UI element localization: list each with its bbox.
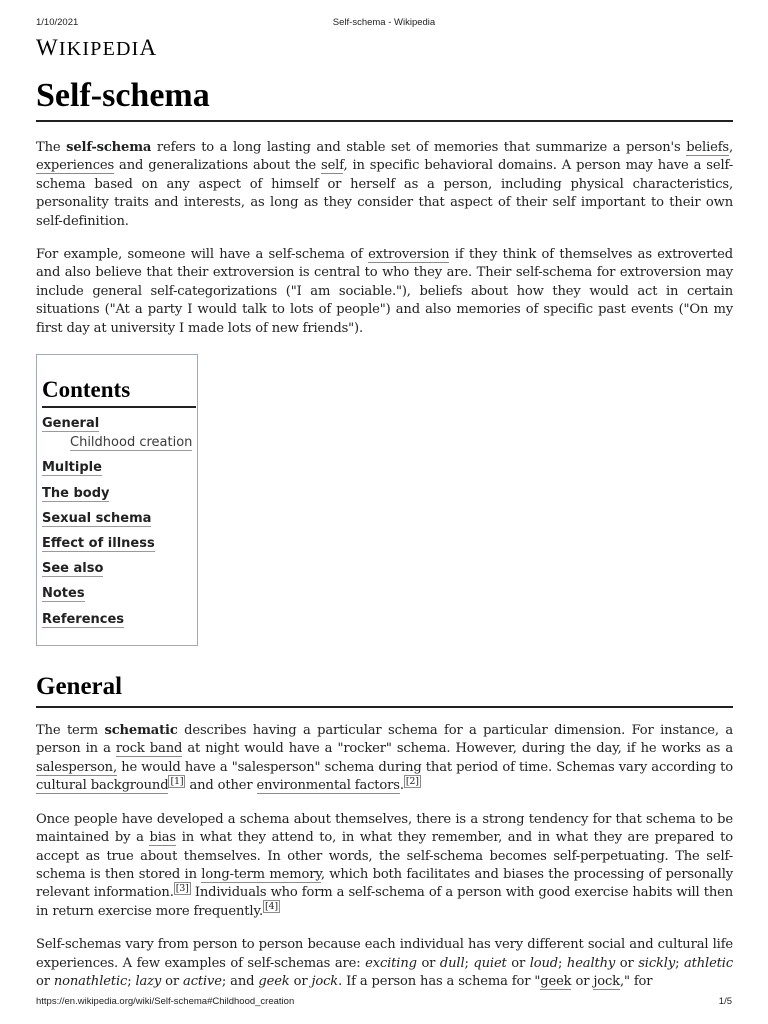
link-environmental-factors[interactable]: environmental factors [256,778,400,794]
link-experiences[interactable]: experiences [36,158,115,174]
link-salesperson[interactable]: salesperson, [36,759,117,775]
general-paragraph-2: Once people have developed a schema about themselves, there is a strong tendency for that schema to be maintained by a bias in what they attend to, in what they remember, and in what they are prepared to accept as true about themselves. In other words, the self-schema becomes self-perpetuating. The self-schema is then stored in long-term memory, which both facilitates and biases the processing of personally relevant information. [3] Individuals who form a self-schema of a person with good exercise habits will then in return exercise more frequently. [4] [36,811,733,919]
toc-item-notes[interactable]: Notes [42,586,85,602]
wordmark-final: A [139,35,158,60]
toc-item-general[interactable]: General [42,416,100,432]
citation-2[interactable]: [2] [405,775,419,787]
print-header [36,17,732,31]
toc-title: Contents [42,377,196,408]
link-jock[interactable]: jock [593,973,620,989]
link-rock-band[interactable]: rock band [115,741,183,757]
toc-item-references[interactable]: References [42,611,125,627]
print-date: 1/10/2021 [36,17,79,28]
link-long-term-memory[interactable]: long-term memory [201,866,321,882]
intro-paragraph-2: For example, someone will have a self-schema of extroversion if they think of themselves as extroverted and also believe that their extroversion is central to who they are. Their self-schema for extroversion may include general self-categorizations ("I am sociable."), beliefs about how they would act in certain situations ("At a party I would talk to lots of people") and also memories of specific past events ("On my first day at university I made lots of new friends"). [36,247,733,336]
wikipedia-wordmark[interactable] [36,35,157,61]
print-document-title: Self-schema - Wikipedia [332,17,436,28]
bold-term: schematic [104,723,178,739]
citation-3[interactable]: [3] [175,882,189,894]
link-extroversion[interactable]: extroversion [368,247,450,263]
toc-item-sexual-schema[interactable]: Sexual schema [42,510,152,526]
bold-term: self-schema [66,140,152,155]
toc-item-see-also[interactable]: See also [42,561,104,577]
article-content [36,76,733,991]
link-bias[interactable]: bias [149,830,176,846]
link-self[interactable]: self [321,158,344,174]
intro-paragraph-1: The self-schema refers to a long lasting and stable set of memories that summarize a person's beliefs, experiences and generalizations about the self, in specific behavioral domains. A person may have a self-schema based on any aspect of himself or herself as a person, including physical characteristics, personality traits and interests, as long as they consider that aspect of their self important to their own self-definition. [36,140,733,229]
toc-item-childhood-creation[interactable]: Childhood creation [70,435,193,451]
link-cultural-background[interactable]: cultural background [36,778,169,794]
general-paragraph-1: The term schematic describes having a particular schema for a particular dimension. For instance, a person in a rock band at night would have a "rocker" schema. However, during the day, if he works as a salesperson, he would have a "salesperson" schema during that period of time. Schemas vary according to cultural background [1] and other environmental factors. [2] [36,723,733,794]
toc-item-the-body[interactable]: The body [42,485,110,501]
citation-1[interactable]: [1] [170,775,184,787]
toc-item-multiple[interactable]: Multiple [42,460,102,476]
table-of-contents [36,354,198,646]
print-footer [36,996,732,1010]
toc-item-effect-of-illness[interactable]: Effect of illness [42,536,155,551]
print-url: https://en.wikipedia.org/wiki/Self-schema#Childhood_creation [36,996,295,1007]
page-number: 1/5 [718,996,732,1007]
link-beliefs[interactable]: beliefs [686,140,729,155]
general-paragraph-3: Self-schemas vary from person to person because each individual has very different social and cultural life experiences. A few examples of self-schemas are: exciting or dull; quiet or loud; healthy or sickly; athletic or nonathletic; lazy or active; and geek or jock. If a person has a schema for "geek or jock," for [36,937,734,989]
section-heading-general: General [36,672,733,708]
link-geek[interactable]: geek [540,973,572,989]
citation-4[interactable]: [4] [264,901,278,913]
wordmark-initial: W [36,35,59,60]
wordmark-middle: IKIPEDI [58,38,140,60]
page-title: Self-schema [36,76,733,122]
